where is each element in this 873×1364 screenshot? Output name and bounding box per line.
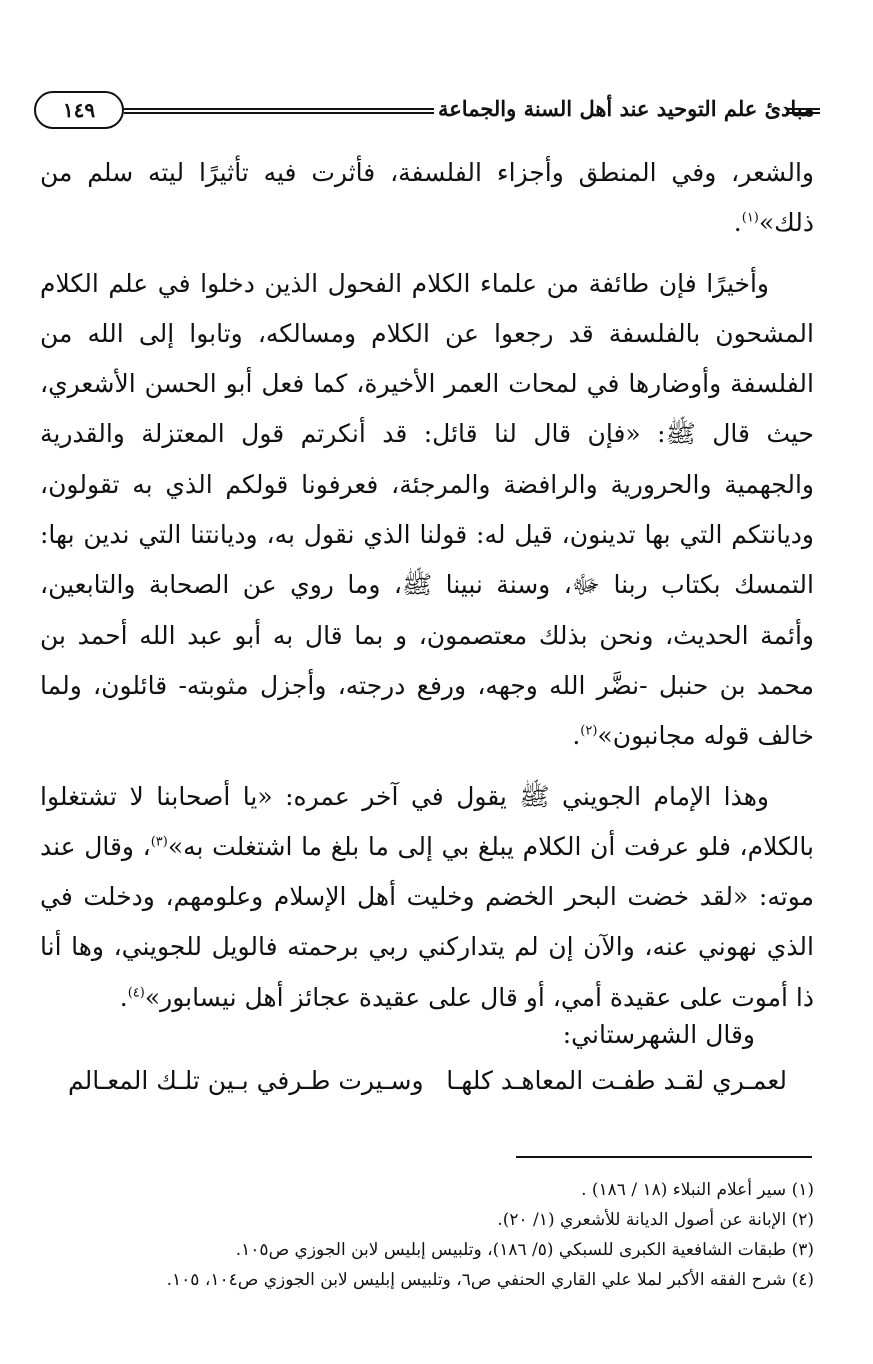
- header-rule-right: [786, 108, 820, 114]
- paragraph-3-text-a: وهذا الإمام الجويني ﷺ يقول في آخر عمره: «يا أصحابنا لا تشتغلوا بالكلام، فلو عرفت أن الكلام يبلغ بي إلى ما بلغ ما اشتغلت به»: [40, 781, 814, 861]
- paragraph-2: [40, 259, 814, 762]
- footnote-3: (٣) طبقات الشافعية الكبرى للسبكي (٥/ ١٨٦)، وتلبيس إبليس لابن الجوزي ص١٠٥.: [235, 1240, 814, 1260]
- footnotes: [40, 1175, 814, 1295]
- paragraph-3-text-b: ، وقال عند موته: «لقد خضت البحر الخضم وخليت أهل الإسلام وعلومهم، ودخلت في الذي نهوني عنه، والآن إن لم يتداركني ربي برحمته فالويل للجويني، وها أنا ذا أموت على عقيدة أمي، أو قال على عقيدة عجائز أهل نيسابور»: [40, 831, 814, 1012]
- paragraph-3: [40, 772, 814, 1023]
- footnote-divider: [516, 1156, 812, 1158]
- main-text: [40, 148, 814, 1023]
- footnote-ref-3: (٣): [150, 834, 168, 850]
- footnote-ref-1: (١): [741, 210, 759, 226]
- paragraph-3-end: .: [119, 982, 128, 1012]
- paragraph-1-end: .: [733, 208, 742, 238]
- footnote-2: (٢) الإبانة عن أصول الديانة للأشعري (١/ ٢٠).: [497, 1210, 814, 1230]
- book-title: مبادئ علم التوحيد عند أهل السنة والجماعة: [438, 96, 815, 121]
- poem-intro: وقال الشهرستاني:: [562, 1020, 755, 1049]
- footnote-ref-2: (٢): [580, 723, 598, 739]
- header-rule-left: [124, 108, 434, 114]
- page-number: ١٤٩: [34, 91, 124, 129]
- footnote-4: (٤) شرح الفقه الأكبر لملا علي القاري الحنفي ص٦، وتلبيس إبليس لابن الجوزي ص١٠٤، ١٠٥.: [166, 1270, 814, 1290]
- page-header: [34, 88, 820, 134]
- poem-hemistich-first: لعمـري لقـد طفـت المعاهـد كلهـا: [446, 1066, 787, 1095]
- paragraph-1: [40, 148, 814, 249]
- paragraph-2-text: وأخيرًا فإن طائفة من علماء الكلام الفحول الذين دخلوا في علم الكلام المشحون بالفلسفة قد رجعوا عن الكلام ومسالكه، وتابوا إلى الله من الفلسفة وأوضارها في لمحات العمر الأخيرة، كما فعل أبو الحسن الأشعري، حيث قال ﷺ: «فإن قال لنا قائل: قد أنكرتم قول المعتزلة والقدرية والجهمية والحرورية والرافضة والمرجئة، فعرفونا قولكم الذي به تقولون، وديانتكم التي بها تدينون، قيل له: قولنا الذي نقول به، وديانتنا التي ندين بها: التمسك بكتاب ربنا ﷻ، وسنة نبينا ﷺ، وما روي عن الصحابة والتابعين، وأئمة الحديث، ونحن بذلك معتصمون، و بما قال به أبو عبد الله أحمد بن محمد بن حنبل -نضَّر الله وجهه، ورفع درجته، وأجزل مثوبته- قائلون، ولما خالف قوله مجانبون»: [40, 268, 814, 751]
- footnote-1: (١) سير أعلام النبلاء (١٨ / ١٨٦) .: [581, 1180, 814, 1200]
- paragraph-2-end: .: [572, 721, 581, 751]
- footnote-ref-4: (٤): [127, 985, 145, 1001]
- poem-hemistich-second: وسـيرت طـرفي بـين تلـك المعـالم: [68, 1066, 424, 1095]
- paragraph-1-text: والشعر، وفي المنطق وأجزاء الفلسفة، فأثرت فيه تأثيرًا ليته سلم من ذلك»: [40, 158, 814, 238]
